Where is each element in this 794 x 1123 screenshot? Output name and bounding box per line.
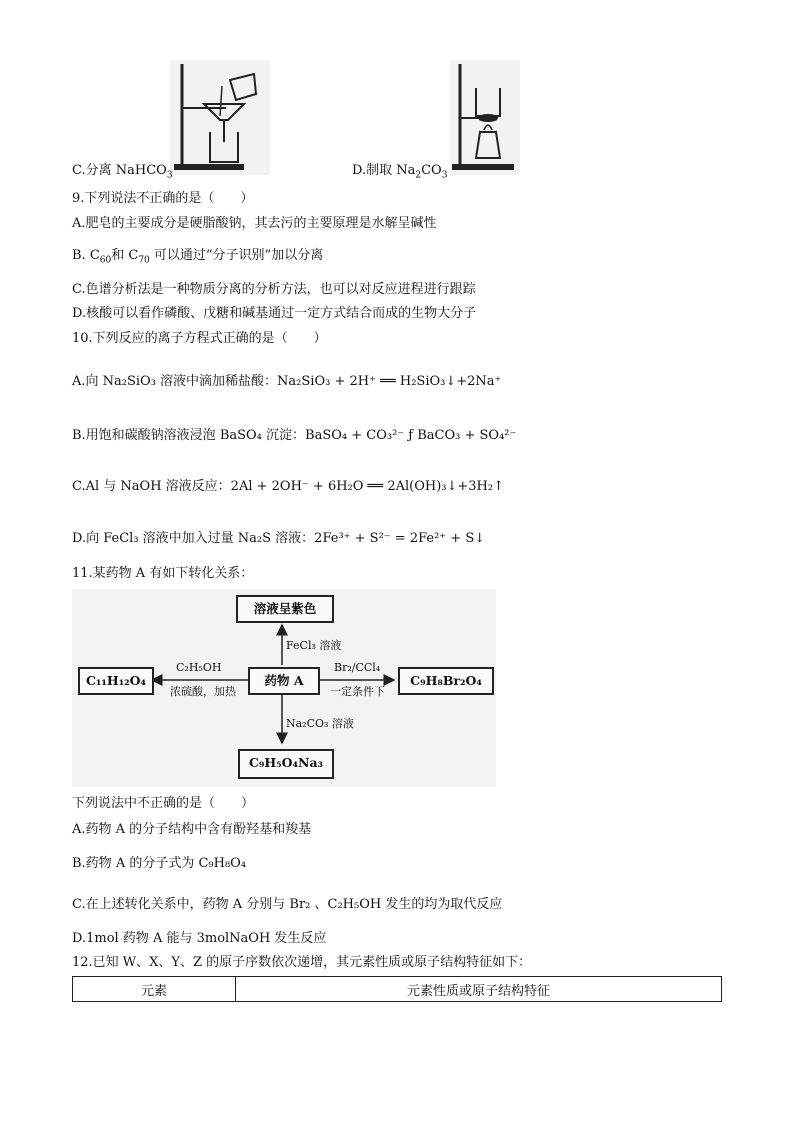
q10-option-c: C.Al 与 NaOH 溶液反应：2Al + 2OH⁻ + 6H₂O ══ 2Al(OH)₃↓+3H₂↑ (72, 479, 504, 494)
filtration-apparatus-figure (170, 60, 270, 175)
q9-option-a: A.肥皂的主要成分是硬脂酸钠，其去污的主要原理是水解呈碱性 (72, 216, 437, 231)
node-drug-a: 药物 A (248, 667, 320, 695)
q11-sub-stem: 下列说法中不正确的是（ ） (72, 796, 255, 811)
q10-option-a: A.向 Na₂SiO₃ 溶液中滴加稀盐酸：Na₂SiO₃ + 2H⁺ ══ H₂SiO₃↓+2Na⁺ (72, 374, 502, 389)
label-ethanol: C₂H₅OH (176, 661, 222, 674)
element-table (72, 976, 722, 1002)
label-fecl3: FeCl₃ 溶液 (286, 639, 342, 652)
q9-option-c: C.色谱分析法是一种物质分离的分析方法，也可以对反应进程进行跟踪 (72, 282, 476, 297)
node-ester-product: C₁₁H₁₂O₄ (78, 667, 154, 695)
q12-stem: 12.已知 W、X、Y、Z 的原子序数依次递增，其元素性质或原子结构特征如下： (72, 955, 532, 970)
heating-apparatus-figure (450, 60, 520, 175)
node-bromo-product: C₉H₈Br₂O₄ (398, 667, 494, 695)
conversion-diagram (72, 589, 496, 787)
q9-option-d: D.核酸可以看作磷酸、戊糖和碱基通过一定方式结合而成的生物大分子 (72, 306, 477, 321)
label-na2co3: Na₂CO₃ 溶液 (286, 717, 354, 730)
q10-stem: 10.下列反应的离子方程式正确的是（ ） (72, 331, 327, 346)
header-element: 元素 (73, 977, 236, 1002)
q11-option-c: C.在上述转化关系中，药物 A 分别与 Br₂ 、C₂H₅OH 发生的均为取代反应 (72, 897, 503, 912)
node-sodium-salt: C₉H₅O₄Na₃ (238, 749, 334, 779)
table-header-row (73, 977, 722, 1002)
q11-option-d: D.1mol 药物 A 能与 3molNaOH 发生反应 (72, 931, 327, 946)
q10-option-b: B.用饱和碳酸钠溶液浸泡 BaSO₄ 沉淀：BaSO₄ + CO₃²⁻ ƒ BaCO₃ + SO₄²⁻ (72, 428, 517, 443)
header-properties: 元素性质或原子结构特征 (236, 977, 722, 1002)
q9-option-b: B. $C_{60}$和 $C_{70}$ 可以通过“分子识别”加以分离 (72, 248, 324, 266)
q11-option-a: A.药物 A 的分子结构中含有酚羟基和羧基 (72, 822, 312, 837)
label-br2-ccl4: Br₂/CCl₄ (334, 661, 381, 674)
q9-stem: 9.下列说法不正确的是（ ） (72, 191, 254, 206)
q8-option-c: C.分离 NaHCO$_3$ (72, 163, 173, 181)
label-conc-sulfuric: 浓硫酸，加热 (170, 685, 236, 698)
q11-stem: 11.某药物 A 有如下转化关系： (72, 566, 254, 581)
q8-option-d: D.制取 $Na_2CO_3$ (352, 163, 448, 181)
q10-option-d: D.向 FeCl₃ 溶液中加入过量 Na₂S 溶液：2Fe³⁺ + S²⁻ = 2Fe²⁺ + S↓ (72, 531, 486, 546)
node-purple-solution: 溶液呈紫色 (236, 595, 334, 623)
label-condition: 一定条件下 (330, 685, 385, 698)
q11-option-b: B.药物 A 的分子式为 C₉H₈O₄ (72, 856, 247, 871)
